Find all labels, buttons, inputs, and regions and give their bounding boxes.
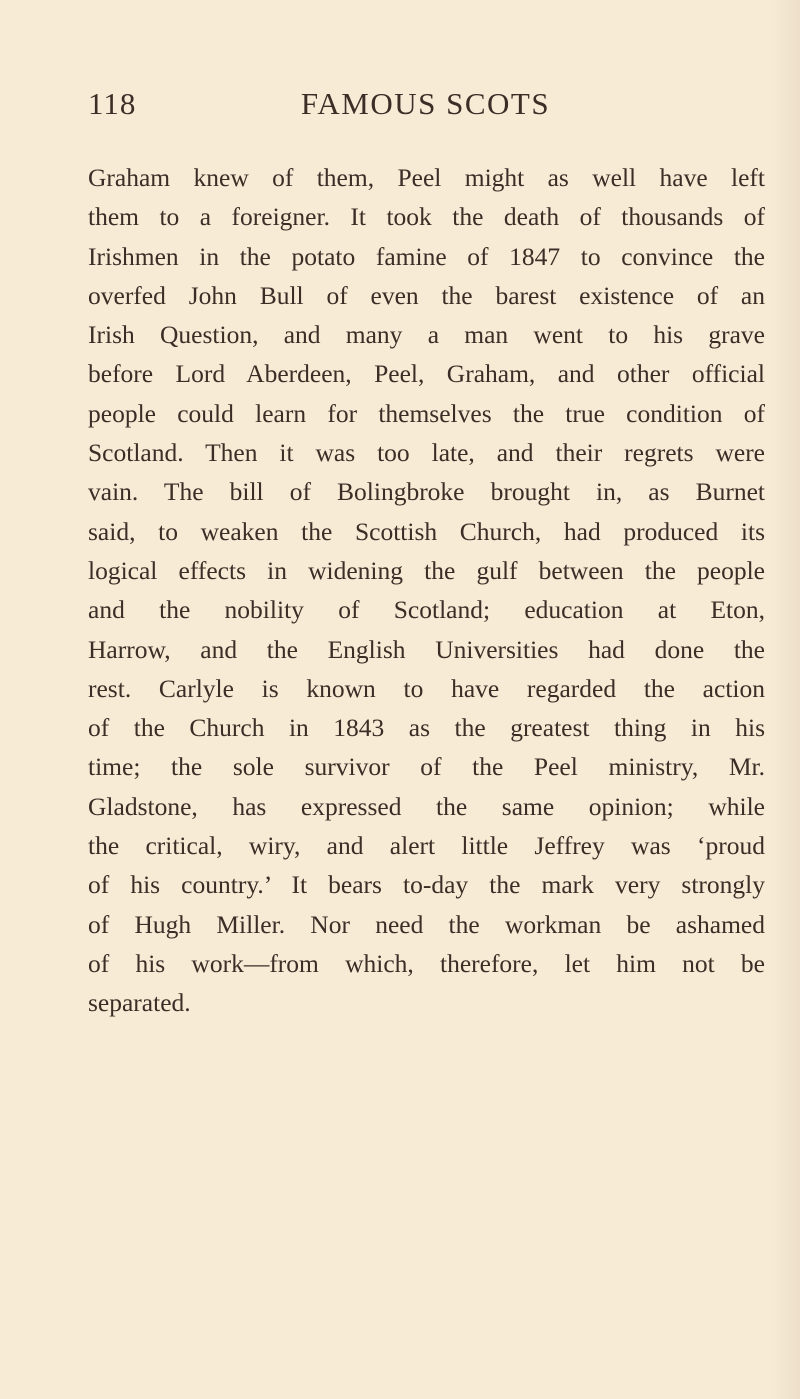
text-line: of the Church in 1843 as the greatest thing in his [88, 713, 765, 743]
text-line: time; the sole survivor of the Peel ministry, Mr. [88, 752, 765, 782]
text-line: rest. Carlyle is known to have regarded the action [88, 673, 765, 703]
text-line: Graham knew of them, Peel might as well have left [88, 163, 765, 192]
text-line: Irishmen in the potato famine of 1847 to convince the [88, 241, 765, 271]
running-title: FAMOUS SCOTS [300, 86, 551, 121]
text-line: of Hugh Miller. Nor need the workman be ashamed [88, 909, 765, 939]
text-line: the critical, wiry, and alert little Jeffrey was ‘proud [88, 831, 765, 861]
text-line: and the nobility of Scotland; education at Eton, [88, 595, 765, 625]
text-line: vain. The bill of Bolingbroke brought in, as Burnet [88, 477, 765, 507]
text-line: Gladstone, has expressed the same opinion; while [88, 791, 765, 821]
text-line: Irish Question, and many a man went to his grave [88, 320, 765, 350]
text-line: of his country.’ It bears to-day the mark very strongly [88, 870, 765, 900]
page-number: 118 [88, 86, 137, 121]
text-line: people could learn for themselves the true condition of [88, 398, 765, 428]
text-line: Scotland. Then it was too late, and their regrets were [88, 438, 765, 468]
text-line: Harrow, and the English Universities had done the [88, 634, 765, 664]
text-line: them to a foreigner. It took the death of thousands of [88, 202, 765, 232]
text-line: before Lord Aberdeen, Peel, Graham, and other official [88, 359, 765, 389]
text-line: said, to weaken the Scottish Church, had produced its [88, 516, 765, 546]
text-line: separated. [88, 988, 191, 1018]
running-head [88, 84, 763, 124]
text-line: overfed John Bull of even the barest existence of an [88, 280, 765, 310]
body-text [88, 158, 765, 1023]
text-line: of his work—from which, therefore, let him not be [88, 948, 765, 978]
text-line: logical effects in widening the gulf between the people [88, 555, 765, 585]
